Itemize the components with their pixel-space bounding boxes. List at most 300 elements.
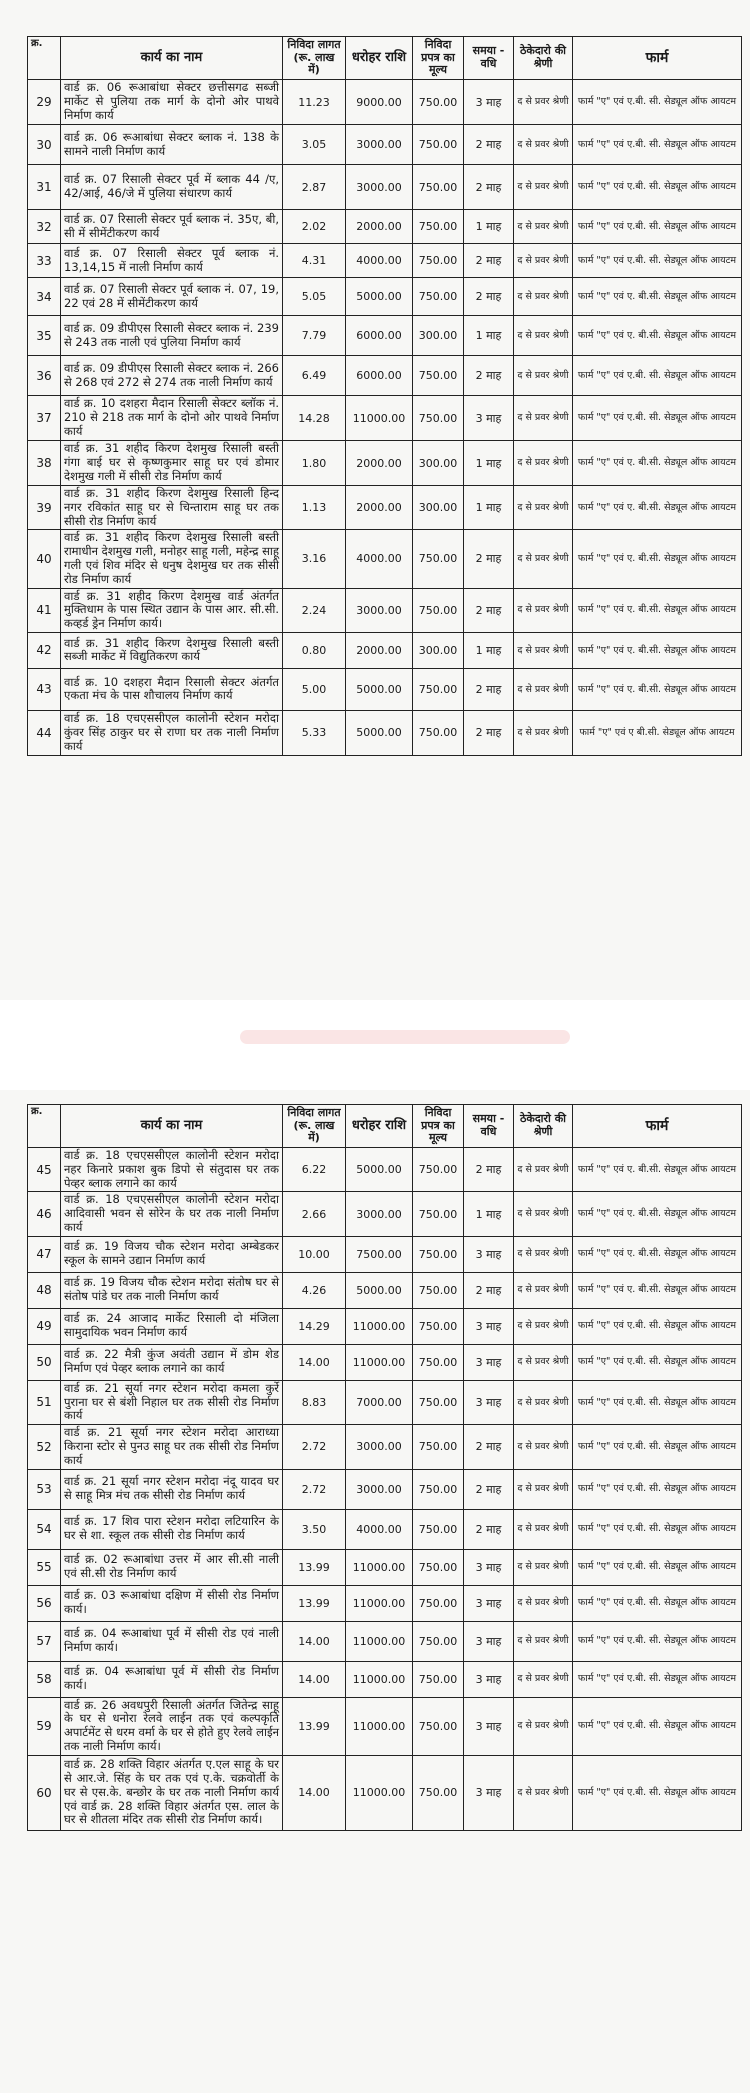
row-deposit: 9000.00 (346, 80, 413, 125)
row-deposit: 7500.00 (346, 1236, 413, 1272)
row-tender-cost: 1.80 (283, 441, 346, 486)
row-deposit: 5000.00 (346, 668, 413, 710)
row-form: फार्म "ए" एवं ए.बी. सी. सेड्यूल ऑफ आयटम (573, 80, 742, 125)
row-duration: 3 माह (464, 1549, 514, 1585)
row-duration: 2 माह (464, 278, 514, 316)
row-form-price: 750.00 (413, 1308, 464, 1344)
row-form: फार्म "ए" एवं ए. बी.सी. सेड्यूल ऑफ आयटम (573, 1148, 742, 1192)
row-tender-cost: 5.00 (283, 668, 346, 710)
row-work-name: वार्ड क्र. 07 रिसाली सेक्टर पूर्व ब्लाक नं. 13,14,15 में नाली निर्माण कार्य (61, 244, 283, 278)
row-duration: 2 माह (464, 1509, 514, 1549)
row-duration: 2 माह (464, 165, 514, 210)
header-deposit: धरोहर राशि (346, 37, 413, 80)
row-deposit: 5000.00 (346, 1272, 413, 1308)
row-form-price: 750.00 (413, 1236, 464, 1272)
row-contractor-class: द से प्रवर श्रेणी (514, 1755, 573, 1830)
row-deposit: 5000.00 (346, 710, 413, 755)
row-form-price: 750.00 (413, 1425, 464, 1469)
row-duration: 3 माह (464, 1344, 514, 1380)
row-contractor-class: द से प्रवर श्रेणी (514, 1697, 573, 1755)
table-row (28, 1585, 742, 1621)
table-row (28, 80, 742, 125)
row-duration: 3 माह (464, 1380, 514, 1424)
row-form-price: 750.00 (413, 244, 464, 278)
row-tender-cost: 13.99 (283, 1697, 346, 1755)
table-header-row (28, 1105, 742, 1148)
tender-table-page-1 (27, 36, 742, 756)
row-tender-cost: 2.72 (283, 1425, 346, 1469)
table-row (28, 1661, 742, 1697)
header-contractor-class: ठेकेदारो की श्रेणी (514, 37, 573, 80)
row-form: फार्म "ए" एवं ए.बी. सी. सेड्यूल ऑफ आयटम (573, 165, 742, 210)
header-form: फार्म (573, 37, 742, 80)
row-contractor-class: द से प्रवर श्रेणी (514, 1425, 573, 1469)
row-duration: 3 माह (464, 1755, 514, 1830)
row-contractor-class: द से प्रवर श्रेणी (514, 125, 573, 165)
row-tender-cost: 4.26 (283, 1272, 346, 1308)
row-serial: 41 (28, 588, 61, 632)
row-tender-cost: 7.79 (283, 316, 346, 356)
table-row (28, 165, 742, 210)
row-form-price: 750.00 (413, 80, 464, 125)
row-form: फार्म "ए" एवं ए.बी. सी. सेड्यूल ऑफ आयटम (573, 125, 742, 165)
row-work-name: वार्ड क्र. 07 रिसाली सेक्टर पूर्व में ब्लाक 44 /ए, 42/आई, 46/जे में पुलिया संधारण कार्य (61, 165, 283, 210)
table-row (28, 1425, 742, 1469)
row-tender-cost: 2.87 (283, 165, 346, 210)
row-contractor-class: द से प्रवर श्रेणी (514, 1148, 573, 1192)
row-form: फार्म "ए" एवं ए.बी. सी. सेड्यूल ऑफ आयटम (573, 1549, 742, 1585)
table-row (28, 396, 742, 441)
row-contractor-class: द से प्रवर श्रेणी (514, 1192, 573, 1236)
row-serial: 39 (28, 486, 61, 530)
row-serial: 50 (28, 1344, 61, 1380)
row-form-price: 750.00 (413, 1272, 464, 1308)
row-duration: 2 माह (464, 1272, 514, 1308)
row-form: फार्म "ए" एवं ए. बी.सी. सेड्यूल ऑफ आयटम (573, 1272, 742, 1308)
row-deposit: 4000.00 (346, 244, 413, 278)
row-duration: 3 माह (464, 1236, 514, 1272)
row-work-name: वार्ड क्र. 24 आजाद मार्केट रिसाली दो मंजिला सामुदायिक भवन निर्माण कार्य (61, 1308, 283, 1344)
row-duration: 2 माह (464, 668, 514, 710)
row-form-price: 750.00 (413, 396, 464, 441)
row-work-name: वार्ड क्र. 03 रूआबांधा दक्षिण में सीसी रोड निर्माण कार्य। (61, 1585, 283, 1621)
row-deposit: 11000.00 (346, 1755, 413, 1830)
row-serial: 30 (28, 125, 61, 165)
row-duration: 3 माह (464, 1621, 514, 1661)
table-row (28, 1236, 742, 1272)
row-contractor-class: द से प्रवर श्रेणी (514, 316, 573, 356)
row-deposit: 11000.00 (346, 1549, 413, 1585)
table-row (28, 668, 742, 710)
table-row (28, 486, 742, 530)
tender-page-1 (0, 0, 750, 1000)
row-work-name: वार्ड क्र. 06 रूआबांधा सेक्टर ब्लाक नं. 138 के सामने नाली निर्माण कार्य (61, 125, 283, 165)
row-serial: 55 (28, 1549, 61, 1585)
row-serial: 29 (28, 80, 61, 125)
row-contractor-class: द से प्रवर श्रेणी (514, 632, 573, 668)
row-form: फार्म "ए" एवं ए. बी.सी. सेड्यूल ऑफ आयटम (573, 486, 742, 530)
row-form-price: 750.00 (413, 1585, 464, 1621)
row-contractor-class: द से प्रवर श्रेणी (514, 1509, 573, 1549)
row-form: फार्म "ए" एवं ए. बी.सी. सेड्यूल ऑफ आयटम (573, 668, 742, 710)
row-form-price: 750.00 (413, 125, 464, 165)
row-work-name: वार्ड क्र. 04 रूआबांधा पूर्व में सीसी रोड एवं नाली निर्माण कार्य। (61, 1621, 283, 1661)
row-contractor-class: द से प्रवर श्रेणी (514, 710, 573, 755)
row-duration: 2 माह (464, 1425, 514, 1469)
table-row (28, 278, 742, 316)
row-tender-cost: 11.23 (283, 80, 346, 125)
table-row (28, 1469, 742, 1509)
row-duration: 2 माह (464, 1148, 514, 1192)
row-contractor-class: द से प्रवर श्रेणी (514, 486, 573, 530)
row-form-price: 750.00 (413, 1755, 464, 1830)
row-tender-cost: 0.80 (283, 632, 346, 668)
table-row (28, 1621, 742, 1661)
table-row (28, 1549, 742, 1585)
row-work-name: वार्ड क्र. 31 शहीद किरण देशमुख रिसाली हिन्द नगर रविकांत साहू घर से चिन्ताराम साहू घर तक सीसी रोड निर्माण कार्य (61, 486, 283, 530)
header-form-price: निविदा प्रपत्र का मूल्य (413, 37, 464, 80)
row-form-price: 750.00 (413, 165, 464, 210)
row-form: फार्म "ए" एवं ए.बी. सी. सेड्यूल ऑफ आयटम (573, 1308, 742, 1344)
row-contractor-class: द से प्रवर श्रेणी (514, 588, 573, 632)
header-duration: समया - वधि (464, 1105, 514, 1148)
row-tender-cost: 6.22 (283, 1148, 346, 1192)
row-deposit: 5000.00 (346, 278, 413, 316)
page-gap (0, 1000, 750, 1090)
header-tender-cost: निविदा लागत (रू. लाख में) (283, 37, 346, 80)
row-deposit: 11000.00 (346, 1661, 413, 1697)
row-form: फार्म "ए" एवं ए. बी.सी. सेड्यूल ऑफ आयटम (573, 1236, 742, 1272)
row-contractor-class: द से प्रवर श्रेणी (514, 356, 573, 396)
row-form-price: 750.00 (413, 1344, 464, 1380)
row-contractor-class: द से प्रवर श्रेणी (514, 1308, 573, 1344)
row-duration: 3 माह (464, 1308, 514, 1344)
row-work-name: वार्ड क्र. 18 एचएससीएल कालोनी स्टेशन मरोदा कुंवर सिंह ठाकुर घर से राणा घर तक नाली निर्माण कार्य (61, 710, 283, 755)
row-contractor-class: द से प्रवर श्रेणी (514, 210, 573, 244)
row-contractor-class: द से प्रवर श्रेणी (514, 244, 573, 278)
row-deposit: 11000.00 (346, 1308, 413, 1344)
row-tender-cost: 2.24 (283, 588, 346, 632)
row-duration: 1 माह (464, 632, 514, 668)
table-row (28, 1308, 742, 1344)
header-deposit: धरोहर राशि (346, 1105, 413, 1148)
row-contractor-class: द से प्रवर श्रेणी (514, 80, 573, 125)
row-form-price: 750.00 (413, 1509, 464, 1549)
row-form: फार्म "ए" एवं ए बी.सी. सेड्यूल ऑफ आयटम (573, 710, 742, 755)
row-form: फार्म "ए" एवं ए. बी.सी. सेड्यूल ऑफ आयटम (573, 632, 742, 668)
table-row (28, 1192, 742, 1236)
row-serial: 40 (28, 530, 61, 588)
row-work-name: वार्ड क्र. 19 विजय चौक स्टेशन मरोदा संतोष घर से संतोष पांडे घर तक नाली निर्माण कार्य (61, 1272, 283, 1308)
table-row (28, 1148, 742, 1192)
row-duration: 2 माह (464, 125, 514, 165)
row-duration: 3 माह (464, 1697, 514, 1755)
row-form: फार्म "ए" एवं ए.बी. सी. सेड्यूल ऑफ आयटम (573, 396, 742, 441)
row-serial: 36 (28, 356, 61, 396)
row-duration: 2 माह (464, 710, 514, 755)
row-deposit: 2000.00 (346, 441, 413, 486)
row-duration: 3 माह (464, 396, 514, 441)
row-serial: 58 (28, 1661, 61, 1697)
row-deposit: 3000.00 (346, 1192, 413, 1236)
table-row (28, 356, 742, 396)
row-tender-cost: 4.31 (283, 244, 346, 278)
row-work-name: वार्ड क्र. 21 सूर्या नगर स्टेशन मरोदा आराध्या किराना स्टोर से पुनउ साहू घर तक सीसी रोड निर्माण कार्य (61, 1425, 283, 1469)
table-row (28, 1344, 742, 1380)
row-work-name: वार्ड क्र. 26 अवधपुरी रिसाली अंतर्गत जितेन्द्र साहू के घर से धनोरा रेलवे लाईन तक एवं कल्पकृति अपार्टमेंट से धरम वर्मा के घर से होते हुए रेलवे लाईन तक नाली निर्माण कार्य। (61, 1697, 283, 1755)
row-form-price: 300.00 (413, 486, 464, 530)
row-deposit: 11000.00 (346, 1585, 413, 1621)
row-tender-cost: 1.13 (283, 486, 346, 530)
table-row (28, 1697, 742, 1755)
row-deposit: 11000.00 (346, 1697, 413, 1755)
row-tender-cost: 5.33 (283, 710, 346, 755)
row-serial: 44 (28, 710, 61, 755)
row-contractor-class: द से प्रवर श्रेणी (514, 441, 573, 486)
row-work-name: वार्ड क्र. 17 शिव पारा स्टेशन मरोदा लटियारिन के घर से शा. स्कूल तक सीसी रोड निर्माण कार्य (61, 1509, 283, 1549)
table-row (28, 530, 742, 588)
row-serial: 38 (28, 441, 61, 486)
row-tender-cost: 2.72 (283, 1469, 346, 1509)
row-work-name: वार्ड क्र. 21 सूर्या नगर स्टेशन मरोदा नंदू यादव घर से साहू मित्र मंच तक सीसी रोड निर्माण कार्य (61, 1469, 283, 1509)
row-duration: 1 माह (464, 1192, 514, 1236)
row-form: फार्म "ए" एवं ए.बी. सी. सेड्यूल ऑफ आयटम (573, 244, 742, 278)
row-contractor-class: द से प्रवर श्रेणी (514, 1380, 573, 1424)
row-tender-cost: 13.99 (283, 1549, 346, 1585)
row-contractor-class: द से प्रवर श्रेणी (514, 165, 573, 210)
table-row (28, 588, 742, 632)
table-row (28, 316, 742, 356)
row-form: फार्म "ए" एवं ए.बी. सी. सेड्यूल ऑफ आयटम (573, 1661, 742, 1697)
page-smear (240, 1030, 570, 1044)
row-serial: 31 (28, 165, 61, 210)
row-form-price: 750.00 (413, 710, 464, 755)
row-serial: 57 (28, 1621, 61, 1661)
row-form-price: 750.00 (413, 1469, 464, 1509)
row-work-name: वार्ड क्र. 10 दशहरा मैदान रिसाली सेक्टर ब्लॉक नं. 210 से 218 तक मार्ग के दोनो ओर पाथवे निर्माण कार्य (61, 396, 283, 441)
row-form-price: 300.00 (413, 316, 464, 356)
row-serial: 34 (28, 278, 61, 316)
row-work-name: वार्ड क्र. 31 शहीद किरण देशमुख रिसाली बस्ती सब्जी मार्केट में विद्युतिकरण कार्य (61, 632, 283, 668)
row-duration: 1 माह (464, 441, 514, 486)
header-form: फार्म (573, 1105, 742, 1148)
row-form: फार्म "ए" एवं ए. बी.सी. सेड्यूल ऑफ आयटम (573, 1192, 742, 1236)
row-deposit: 11000.00 (346, 1344, 413, 1380)
header-sn: क्र. (28, 37, 61, 80)
row-form: फार्म "ए" एवं ए.बी. सी. सेड्यूल ऑफ आयटम (573, 1755, 742, 1830)
row-duration: 2 माह (464, 530, 514, 588)
row-work-name: वार्ड क्र. 02 रूआबांधा उत्तर में आर सी.सी नाली एवं सी.सी रोड निर्माण कार्य (61, 1549, 283, 1585)
header-contractor-class: ठेकेदारो की श्रेणी (514, 1105, 573, 1148)
row-work-name: वार्ड क्र. 09 डीपीएस रिसाली सेक्टर ब्लाक नं. 239 से 243 तक नाली एवं पुलिया निर्माण कार्य (61, 316, 283, 356)
row-form-price: 750.00 (413, 356, 464, 396)
row-duration: 1 माह (464, 210, 514, 244)
row-deposit: 3000.00 (346, 588, 413, 632)
tender-table-page-2 (27, 1104, 742, 1831)
row-tender-cost: 14.00 (283, 1661, 346, 1697)
tender-page-2 (0, 1090, 750, 2093)
table-row (28, 244, 742, 278)
row-tender-cost: 3.05 (283, 125, 346, 165)
row-work-name: वार्ड क्र. 07 रिसाली सेक्टर पूर्व ब्लाक नं. 35ए, बी, सी में सीमेंटीकरण कार्य (61, 210, 283, 244)
row-deposit: 3000.00 (346, 125, 413, 165)
row-duration: 3 माह (464, 80, 514, 125)
header-work-name: कार्य का नाम (61, 37, 283, 80)
row-serial: 42 (28, 632, 61, 668)
row-tender-cost: 13.99 (283, 1585, 346, 1621)
row-contractor-class: द से प्रवर श्रेणी (514, 668, 573, 710)
row-contractor-class: द से प्रवर श्रेणी (514, 1272, 573, 1308)
row-deposit: 6000.00 (346, 316, 413, 356)
row-work-name: वार्ड क्र. 18 एचएससीएल कालोनी स्टेशन मरोदा आदिवासी भवन से सोरेन के घर तक नाली निर्माण कार्य (61, 1192, 283, 1236)
row-tender-cost: 14.00 (283, 1344, 346, 1380)
row-tender-cost: 14.29 (283, 1308, 346, 1344)
row-form-price: 750.00 (413, 1697, 464, 1755)
row-duration: 1 माह (464, 486, 514, 530)
header-duration: समया - वधि (464, 37, 514, 80)
row-serial: 60 (28, 1755, 61, 1830)
row-serial: 48 (28, 1272, 61, 1308)
row-form: फार्म "ए" एवं ए.बी. सी. सेड्यूल ऑफ आयटम (573, 1585, 742, 1621)
table-row (28, 1755, 742, 1830)
header-form-price: निविदा प्रपत्र का मूल्य (413, 1105, 464, 1148)
row-form: फार्म "ए" एवं ए. बी.सी. सेड्यूल ऑफ आयटम (573, 530, 742, 588)
row-serial: 54 (28, 1509, 61, 1549)
row-work-name: वार्ड क्र. 22 मैत्री कुंज अवंती उद्यान में डोम शेड निर्माण एवं पेव्हर ब्लाक लगाने का कार्य (61, 1344, 283, 1380)
row-form: फार्म "ए" एवं ए.बी. सी. सेड्यूल ऑफ आयटम (573, 210, 742, 244)
row-serial: 51 (28, 1380, 61, 1424)
row-deposit: 3000.00 (346, 1469, 413, 1509)
row-deposit: 5000.00 (346, 1148, 413, 1192)
row-contractor-class: द से प्रवर श्रेणी (514, 1585, 573, 1621)
row-form: फार्म "ए" एवं ए.बी. सी. सेड्यूल ऑफ आयटम (573, 1697, 742, 1755)
row-contractor-class: द से प्रवर श्रेणी (514, 1236, 573, 1272)
table-header-row (28, 37, 742, 80)
row-work-name: वार्ड क्र. 18 एचएससीएल कालोनी स्टेशन मरोदा नहर किनारे प्रकाश बुक डिपो से संतुदास घर तक पेव्हर ब्लाक लगाने का कार्य (61, 1148, 283, 1192)
row-contractor-class: द से प्रवर श्रेणी (514, 1661, 573, 1697)
row-deposit: 2000.00 (346, 632, 413, 668)
row-deposit: 3000.00 (346, 1425, 413, 1469)
row-deposit: 2000.00 (346, 210, 413, 244)
row-deposit: 3000.00 (346, 165, 413, 210)
row-form-price: 750.00 (413, 278, 464, 316)
row-serial: 33 (28, 244, 61, 278)
row-serial: 53 (28, 1469, 61, 1509)
row-duration: 2 माह (464, 588, 514, 632)
row-work-name: वार्ड क्र. 19 विजय चौक स्टेशन मरोदा अम्बेडकर स्कूल के सामने उद्यान निर्माण कार्य (61, 1236, 283, 1272)
row-form: फार्म "ए" एवं ए. बी.सी. सेड्यूल ऑफ आयटम (573, 278, 742, 316)
row-duration: 3 माह (464, 1585, 514, 1621)
row-duration: 1 माह (464, 316, 514, 356)
row-tender-cost: 14.28 (283, 396, 346, 441)
row-contractor-class: द से प्रवर श्रेणी (514, 1621, 573, 1661)
table-row (28, 710, 742, 755)
row-deposit: 4000.00 (346, 530, 413, 588)
row-work-name: वार्ड क्र. 10 दशहरा मैदान रिसाली सेक्टर अंतर्गत एकता मंच के पास शौचालय निर्माण कार्य (61, 668, 283, 710)
row-tender-cost: 10.00 (283, 1236, 346, 1272)
row-serial: 35 (28, 316, 61, 356)
row-tender-cost: 8.83 (283, 1380, 346, 1424)
table-row (28, 1509, 742, 1549)
row-work-name: वार्ड क्र. 07 रिसाली सेक्टर पूर्व ब्लाक नं. 07, 19, 22 एवं 28 में सीमेंटीकरण कार्य (61, 278, 283, 316)
row-work-name: वार्ड क्र. 31 शहीद किरण देशमुख रिसाली बस्ती गंगा बाई घर से कृष्णकुमार साहू घर एवं डोमार देशमुख गली में सीसी रोड निर्माण कार्य (61, 441, 283, 486)
row-deposit: 2000.00 (346, 486, 413, 530)
row-work-name: वार्ड क्र. 06 रूआबांधा सेक्टर छत्तीसगढ सब्जी मार्केट से पुलिया तक मार्ग के दोनो ओर पाथवे निर्माण कार्य (61, 80, 283, 125)
table-row (28, 125, 742, 165)
row-form-price: 750.00 (413, 1621, 464, 1661)
row-contractor-class: द से प्रवर श्रेणी (514, 1344, 573, 1380)
row-duration: 2 माह (464, 1469, 514, 1509)
row-form: फार्म "ए" एवं ए.बी. सी. सेड्यूल ऑफ आयटम (573, 1469, 742, 1509)
row-tender-cost: 2.02 (283, 210, 346, 244)
header-sn: क्र. (28, 1105, 61, 1148)
row-duration: 2 माह (464, 244, 514, 278)
row-work-name: वार्ड क्र. 09 डीपीएस रिसाली सेक्टर ब्लाक नं. 266 से 268 एवं 272 से 274 तक नाली निर्माण कार्य (61, 356, 283, 396)
row-form-price: 750.00 (413, 1661, 464, 1697)
table-row (28, 210, 742, 244)
row-serial: 47 (28, 1236, 61, 1272)
row-contractor-class: द से प्रवर श्रेणी (514, 1549, 573, 1585)
row-duration: 2 माह (464, 356, 514, 396)
row-deposit: 11000.00 (346, 1621, 413, 1661)
row-tender-cost: 3.50 (283, 1509, 346, 1549)
row-form: फार्म "ए" एवं ए. बी.सी. सेड्यूल ऑफ आयटम (573, 588, 742, 632)
row-tender-cost: 2.66 (283, 1192, 346, 1236)
table-row (28, 1272, 742, 1308)
row-form: फार्म "ए" एवं ए.बी. सी. सेड्यूल ऑफ आयटम (573, 1380, 742, 1424)
row-serial: 46 (28, 1192, 61, 1236)
row-form: फार्म "ए" एवं ए.बी. सी. सेड्यूल ऑफ आयटम (573, 1621, 742, 1661)
header-tender-cost: निविदा लागत (रू. लाख में) (283, 1105, 346, 1148)
row-form-price: 750.00 (413, 210, 464, 244)
row-form: फार्म "ए" एवं ए. बी.सी. सेड्यूल ऑफ आयटम (573, 441, 742, 486)
table-row (28, 1380, 742, 1424)
row-form: फार्म "ए" एवं ए.बी. सी. सेड्यूल ऑफ आयटम (573, 1344, 742, 1380)
row-contractor-class: द से प्रवर श्रेणी (514, 530, 573, 588)
row-form-price: 750.00 (413, 1549, 464, 1585)
row-form-price: 750.00 (413, 1148, 464, 1192)
row-form: फार्म "ए" एवं ए. बी.सी. सेड्यूल ऑफ आयटम (573, 316, 742, 356)
row-form-price: 750.00 (413, 588, 464, 632)
row-deposit: 4000.00 (346, 1509, 413, 1549)
row-form-price: 750.00 (413, 668, 464, 710)
table-row (28, 441, 742, 486)
row-deposit: 7000.00 (346, 1380, 413, 1424)
row-form: फार्म "ए" एवं ए.बी. सी. सेड्यूल ऑफ आयटम (573, 356, 742, 396)
row-work-name: वार्ड क्र. 28 शक्ति विहार अंतर्गत ए.एल साहू के घर से आर.जे. सिंह के घर तक एवं ए.के. चक्रवोर्ती के घर से एस.के. बन्छोर के घर तक नाली निर्माण कार्य एवं वार्ड क्र. 28 शक्ति विहार अंतर्गत एस. लाल के घर से शीतला मंदिर तक सीसी रोड निर्माण कार्य। (61, 1755, 283, 1830)
header-work-name: कार्य का नाम (61, 1105, 283, 1148)
row-serial: 49 (28, 1308, 61, 1344)
row-tender-cost: 6.49 (283, 356, 346, 396)
row-serial: 32 (28, 210, 61, 244)
row-duration: 3 माह (464, 1661, 514, 1697)
row-work-name: वार्ड क्र. 04 रूआबांधा पूर्व में सीसी रोड निर्माण कार्य। (61, 1661, 283, 1697)
row-contractor-class: द से प्रवर श्रेणी (514, 1469, 573, 1509)
row-work-name: वार्ड क्र. 31 शहीद किरण देशमुख रिसाली बस्ती रामाधीन देशमुख गली, मनोहर साहू गली, महेन्द्र साहू गली एवं शिव मंदिर से धनुष देशमुख घर तक सीसी रोड निर्माण कार्य (61, 530, 283, 588)
row-serial: 43 (28, 668, 61, 710)
row-work-name: वार्ड क्र. 31 शहीद किरण देशमुख वार्ड अंतर्गत मुक्तिधाम के पास स्थित उद्यान के पास आर. सी.सी. कव्हर्ड ड्रेन निर्माण कार्य। (61, 588, 283, 632)
row-work-name: वार्ड क्र. 21 सूर्या नगर स्टेशन मरोदा कमला कुर्रे पुराना घर से बंशी निहाल घर तक सीसी रोड निर्माण कार्य (61, 1380, 283, 1424)
table-row (28, 632, 742, 668)
row-form: फार्म "ए" एवं ए.बी. सी. सेड्यूल ऑफ आयटम (573, 1509, 742, 1549)
row-form-price: 300.00 (413, 441, 464, 486)
row-tender-cost: 3.16 (283, 530, 346, 588)
row-form-price: 750.00 (413, 1380, 464, 1424)
row-serial: 59 (28, 1697, 61, 1755)
row-contractor-class: द से प्रवर श्रेणी (514, 396, 573, 441)
row-tender-cost: 14.00 (283, 1755, 346, 1830)
row-tender-cost: 5.05 (283, 278, 346, 316)
